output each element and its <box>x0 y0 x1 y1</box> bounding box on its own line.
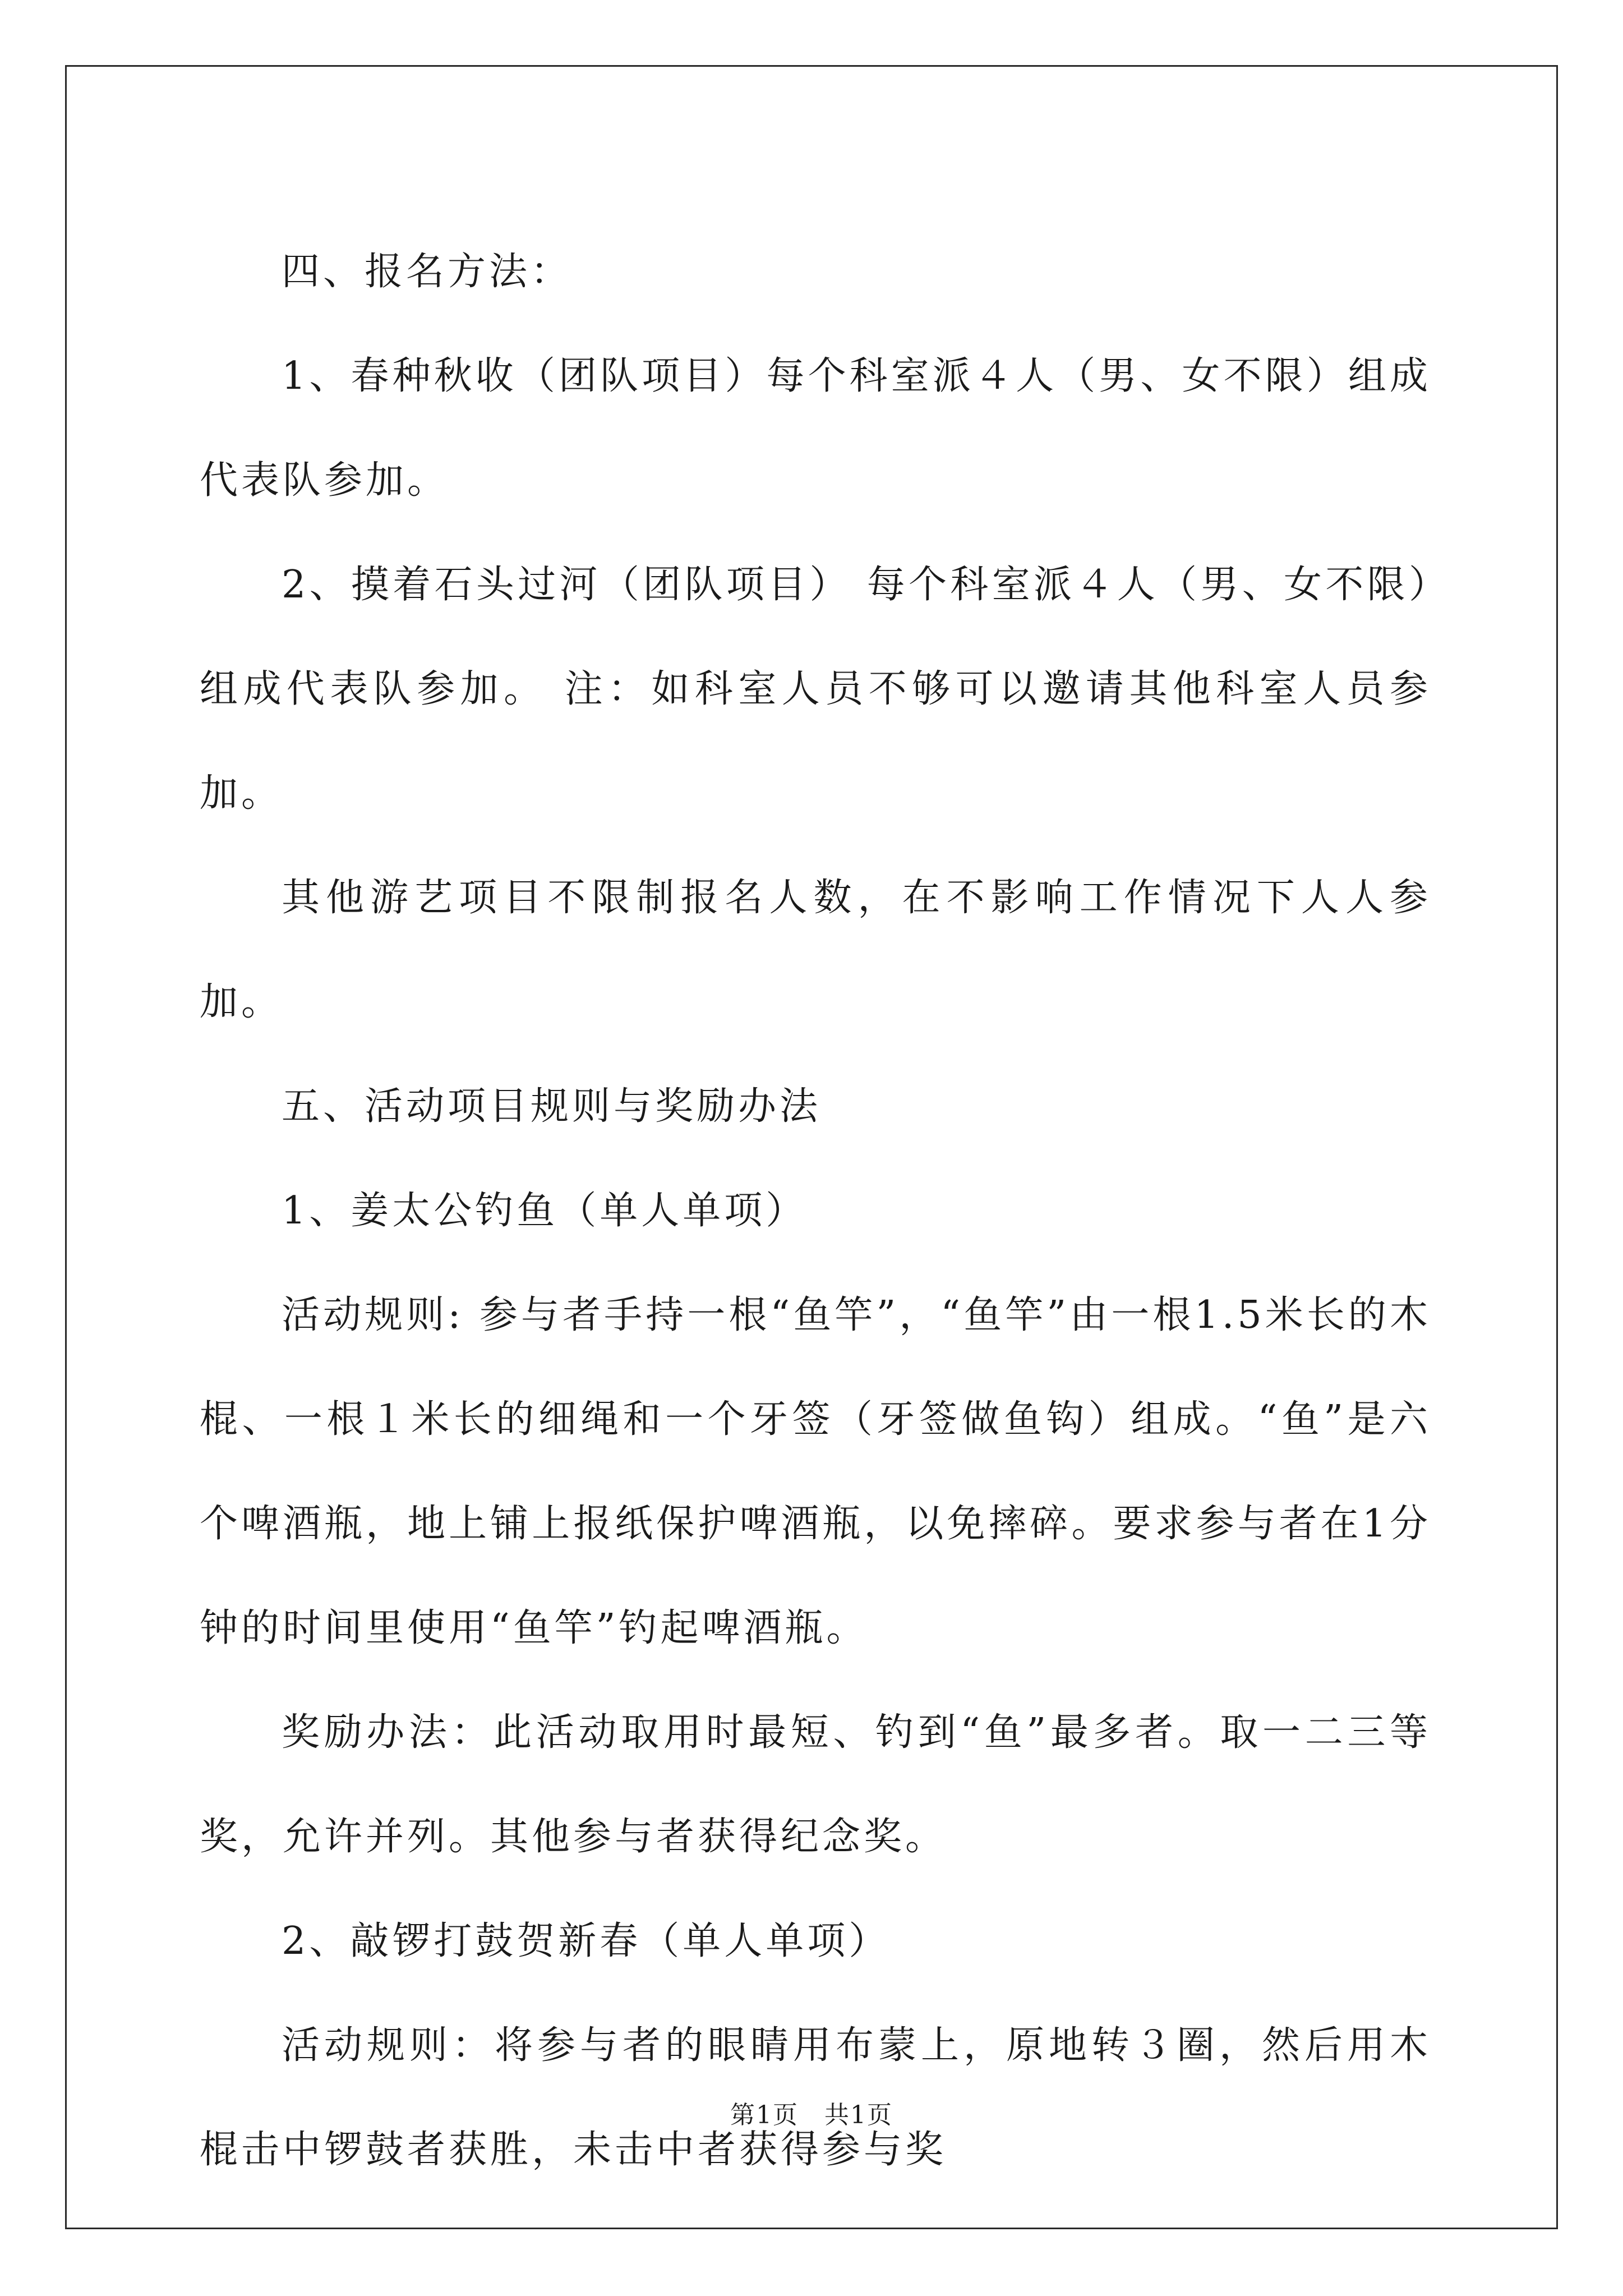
paragraph-item-2: 2、摸着石头过河（团队项目） 每个科室派４人（男、女不限）组成代表队参加。 注：如科室人员不够可以邀请其他科室人员参加。 <box>200 563 1431 816</box>
paragraph-drum-rules: 活动规则：将参与者的眼睛用布蒙上，原地转３圈，然后用木棍击中锣鼓者获胜，未击中者获得参与奖 <box>200 2023 1431 2172</box>
paragraph-fishing-rules: 活动规则: 参与者手持一根“鱼竿”，“鱼竿”由一根1.5米长的木棍、一根１米长的细绳和一个牙签（牙签做鱼钩）组成。“鱼”是六个啤酒瓶，地上铺上报纸保护啤酒瓶，以免摔碎。要求参与者在1分钟的时间里使用“鱼竿”钓起啤酒瓶。 <box>200 1293 1431 1650</box>
paragraph-other-games: 其他游艺项目不限制报名人数，在不影响工作情况下人人参加。 <box>200 876 1431 1024</box>
paragraph-fishing-awards: 奖励办法：此活动取用时最短、钓到“鱼”最多者。取一二三等奖，允许并列。其他参与者获得纪念奖。 <box>200 1710 1431 1859</box>
subheading-drum: 2、敲锣打鼓贺新春（单人单项） <box>282 1919 891 1963</box>
document-body <box>200 220 1431 2202</box>
section-heading-registration: 四、报名方法： <box>282 250 573 294</box>
subheading-fishing: 1、姜太公钓鱼（单人单项） <box>282 1189 808 1233</box>
section-heading-rules: 五、活动项目规则与奖励办法 <box>282 1084 822 1129</box>
page-footer: 第1页 共1页 <box>730 2101 893 2129</box>
paragraph-item-1: 1、春种秋收（团队项目）每个科室派４人（男、女不限）组成代表队参加。 <box>200 354 1431 503</box>
